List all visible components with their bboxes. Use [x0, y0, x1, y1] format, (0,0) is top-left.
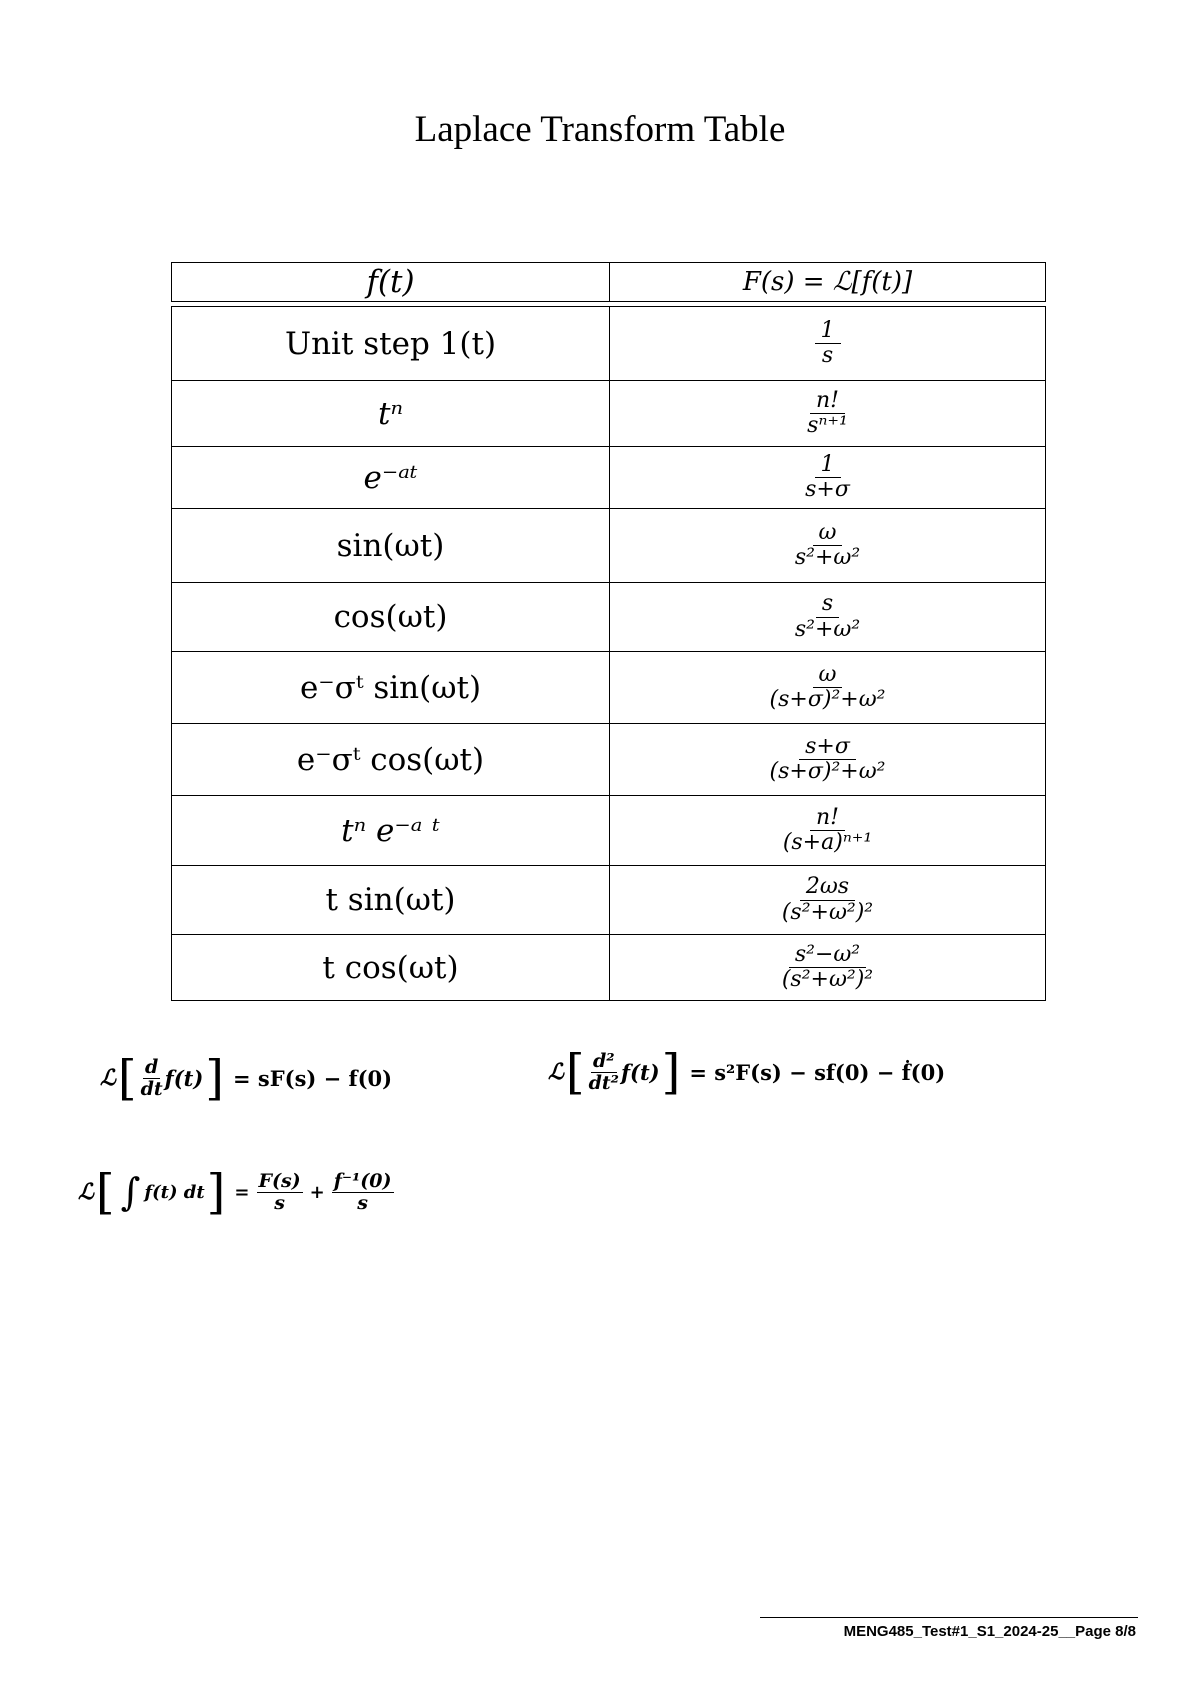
- transform: $\frac{2\omega s}{\text{(s²+ω²)²}}$: [610, 866, 1046, 935]
- time-function: sin(ωt): [172, 509, 610, 583]
- integral-fraction-1: $\frac{F(s)}{s}$: [258, 1169, 301, 1214]
- integral-fraction-2: $\frac{\text{f⁻¹(0)}}{s}$: [333, 1169, 392, 1214]
- table-row: [172, 652, 1046, 724]
- laplace-table: [171, 262, 1046, 1001]
- time-function: t sin(ωt): [172, 866, 610, 935]
- table-row: [172, 796, 1046, 866]
- page-title: Laplace Transform Table: [414, 109, 786, 150]
- time-function: Unit step 1(t): [172, 307, 610, 381]
- second-derivative-fraction: $\frac{\text{d²}}{\text{dt²}}$: [588, 1049, 619, 1094]
- derivative-fraction: $\frac{d}{dt}$: [140, 1055, 163, 1100]
- table-row: [172, 447, 1046, 509]
- left-bracket: [: [565, 1044, 585, 1100]
- header-time-domain: f(t): [172, 263, 610, 302]
- integrand: f(t) dt: [144, 1181, 205, 1203]
- table-header-row: [172, 263, 1046, 302]
- transform: $\frac{\omega}{\text{s²+ω²}}$: [610, 509, 1046, 583]
- transform: $\frac{1}{s}$: [610, 307, 1046, 381]
- table-row: [172, 307, 1046, 381]
- time-function: e⁻σᵗ sin(ωt): [172, 652, 610, 724]
- table-row: [172, 509, 1046, 583]
- laplace-symbol: ℒ: [100, 1065, 116, 1091]
- table-row: [172, 866, 1046, 935]
- transform: $\frac{1}{s+\sigma}$: [610, 447, 1046, 509]
- right-bracket: ]: [206, 1164, 226, 1220]
- footer-rule: [760, 1617, 1138, 1618]
- second-derivative-rhs: = s²F(s) − sf(0) − ḟ(0): [689, 1059, 946, 1085]
- transform: $\frac{s}{\text{s²+ω²}}$: [610, 583, 1046, 652]
- equals-sign: =: [234, 1181, 250, 1203]
- derivative-formula: [100, 1050, 399, 1106]
- laplace-symbol: ℒ: [78, 1179, 94, 1205]
- function-argument: f(t): [620, 1059, 660, 1085]
- left-bracket: [: [95, 1164, 115, 1220]
- right-bracket: ]: [661, 1044, 681, 1100]
- second-derivative-formula: [548, 1044, 952, 1100]
- transform: $\frac{s+\sigma}{\text{(s+σ)²+ω²}}$: [610, 724, 1046, 796]
- laplace-symbol: ℒ: [548, 1059, 564, 1085]
- integral-sign: ∫: [120, 1170, 141, 1214]
- time-function: tⁿ: [172, 381, 610, 447]
- transform: $\frac{\omega}{\text{(s+σ)²+ω²}}$: [610, 652, 1046, 724]
- page-footer: MENG485_Test#1_S1_2024-25__Page 8/8: [843, 1623, 1136, 1640]
- table-row: [172, 935, 1046, 1001]
- transform: $\frac{\text{s²−ω²}}{\text{(s²+ω²)²}}$: [610, 935, 1046, 1001]
- header-s-domain: F(s) = ℒ[f(t)]: [610, 263, 1046, 302]
- time-function: tⁿ e⁻ᵃ ᵗ: [172, 796, 610, 866]
- transform: $\frac{n!}{\text{(s+a)ⁿ⁺¹}}$: [610, 796, 1046, 866]
- table-row: [172, 381, 1046, 447]
- integral-formula: [78, 1164, 394, 1220]
- time-function: e⁻ᵃᵗ: [172, 447, 610, 509]
- table-row: [172, 724, 1046, 796]
- time-function: t cos(ωt): [172, 935, 610, 1001]
- plus-sign: +: [309, 1181, 325, 1203]
- function-argument: f(t): [164, 1065, 204, 1091]
- left-bracket: [: [117, 1050, 137, 1106]
- time-function: e⁻σᵗ cos(ωt): [172, 724, 610, 796]
- time-function: cos(ωt): [172, 583, 610, 652]
- right-bracket: ]: [205, 1050, 224, 1106]
- derivative-rhs: = sF(s) − f(0): [233, 1065, 393, 1091]
- transform: $\frac{n!}{\text{sⁿ⁺¹}}$: [610, 381, 1046, 447]
- table-row: [172, 583, 1046, 652]
